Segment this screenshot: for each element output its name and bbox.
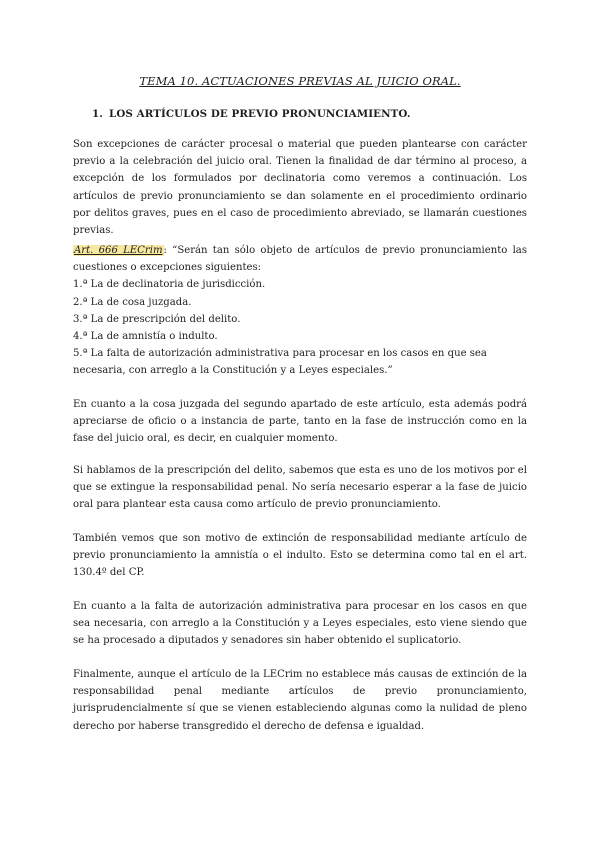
article-list-item: 5.ª La falta de autorización administrativa para procesar en los casos en que sea necesaria, con arreglo a la Constitución y a Leyes especiales.” bbox=[73, 348, 487, 377]
page-title: TEMA 10. ACTUACIONES PREVIAS AL JUICIO ORAL. bbox=[139, 74, 461, 88]
article-quote bbox=[73, 242, 527, 380]
article-list-item: 2.ª La de cosa juzgada. bbox=[73, 296, 192, 308]
article-list-item: 4.ª La de amnistía o indulto. bbox=[73, 331, 218, 343]
paragraph-autorizacion: En cuanto a la falta de autorización administrativa para procesar en los casos en que sea necesaria, con arreglo a la Constitución y a Leyes especiales, esto viene siendo que se ha procesado a diputados y senadores sin haber obtenido el suplicatorio. bbox=[73, 601, 527, 647]
paragraph-prescripcion: Si hablamos de la prescripción del delito, sabemos que esta es uno de los motivos por el que se extingue la responsabilidad penal. No sería necesario esperar a la fase de juicio oral para plantear esta causa como artículo de previo pronunciamiento. bbox=[73, 465, 527, 511]
article-reference-highlight: Art. 666 LECrim bbox=[74, 245, 163, 256]
article-intro-text: : “Serán tan sólo objeto de artículos de previo pronunciamiento las cuestiones o excepciones siguientes: bbox=[73, 245, 528, 274]
article-list-item: 1.ª La de declinatoria de jurisdicción. bbox=[73, 279, 266, 291]
paragraph-intro: Son excepciones de carácter procesal o material que pueden plantearse con carácter previo a la celebración del juicio oral. Tienen la finalidad de dar término al proceso, a excepción de los formulados por declinatoria como veremos a continuación. Los artículos de previo pronunciamiento se dan solamente en el procedimiento ordinario por delitos graves, pues en el caso de procedimiento abreviado, se llamarán cuestiones previas. bbox=[73, 139, 527, 237]
section-heading bbox=[92, 108, 411, 120]
article-intro-line bbox=[73, 242, 527, 276]
article-list-item: 3.ª La de prescripción del delito. bbox=[73, 313, 241, 325]
paragraph-finalmente: Finalmente, aunque el artículo de la LECrim no establece más causas de extinción de la responsabilidad penal mediante artículos de previo pronunciamiento, jurisprudencialmente sí que se vienen estableciendo algunas como la nulidad de pleno derecho por haberse transgredido el derecho de defensa e igualdad. bbox=[73, 669, 527, 732]
section-heading-text: LOS ARTÍCULOS DE PREVIO PRONUNCIAMIENTO. bbox=[109, 108, 411, 120]
section-number: 1. bbox=[92, 108, 103, 120]
paragraph-cosa-juzgada: En cuanto a la cosa juzgada del segundo apartado de este artículo, esta además podrá apreciarse de oficio o a instancia de parte, tanto en la fase de instrucción como en la fase del juicio oral, es decir, en cualquier momento. bbox=[73, 399, 527, 445]
paragraph-amnistia-indulto: También vemos que son motivo de extinción de responsabilidad mediante artículo de previo pronunciamiento la amnistía o el indulto. Esto se determina como tal en el art. 130.4º del CP. bbox=[73, 533, 527, 579]
